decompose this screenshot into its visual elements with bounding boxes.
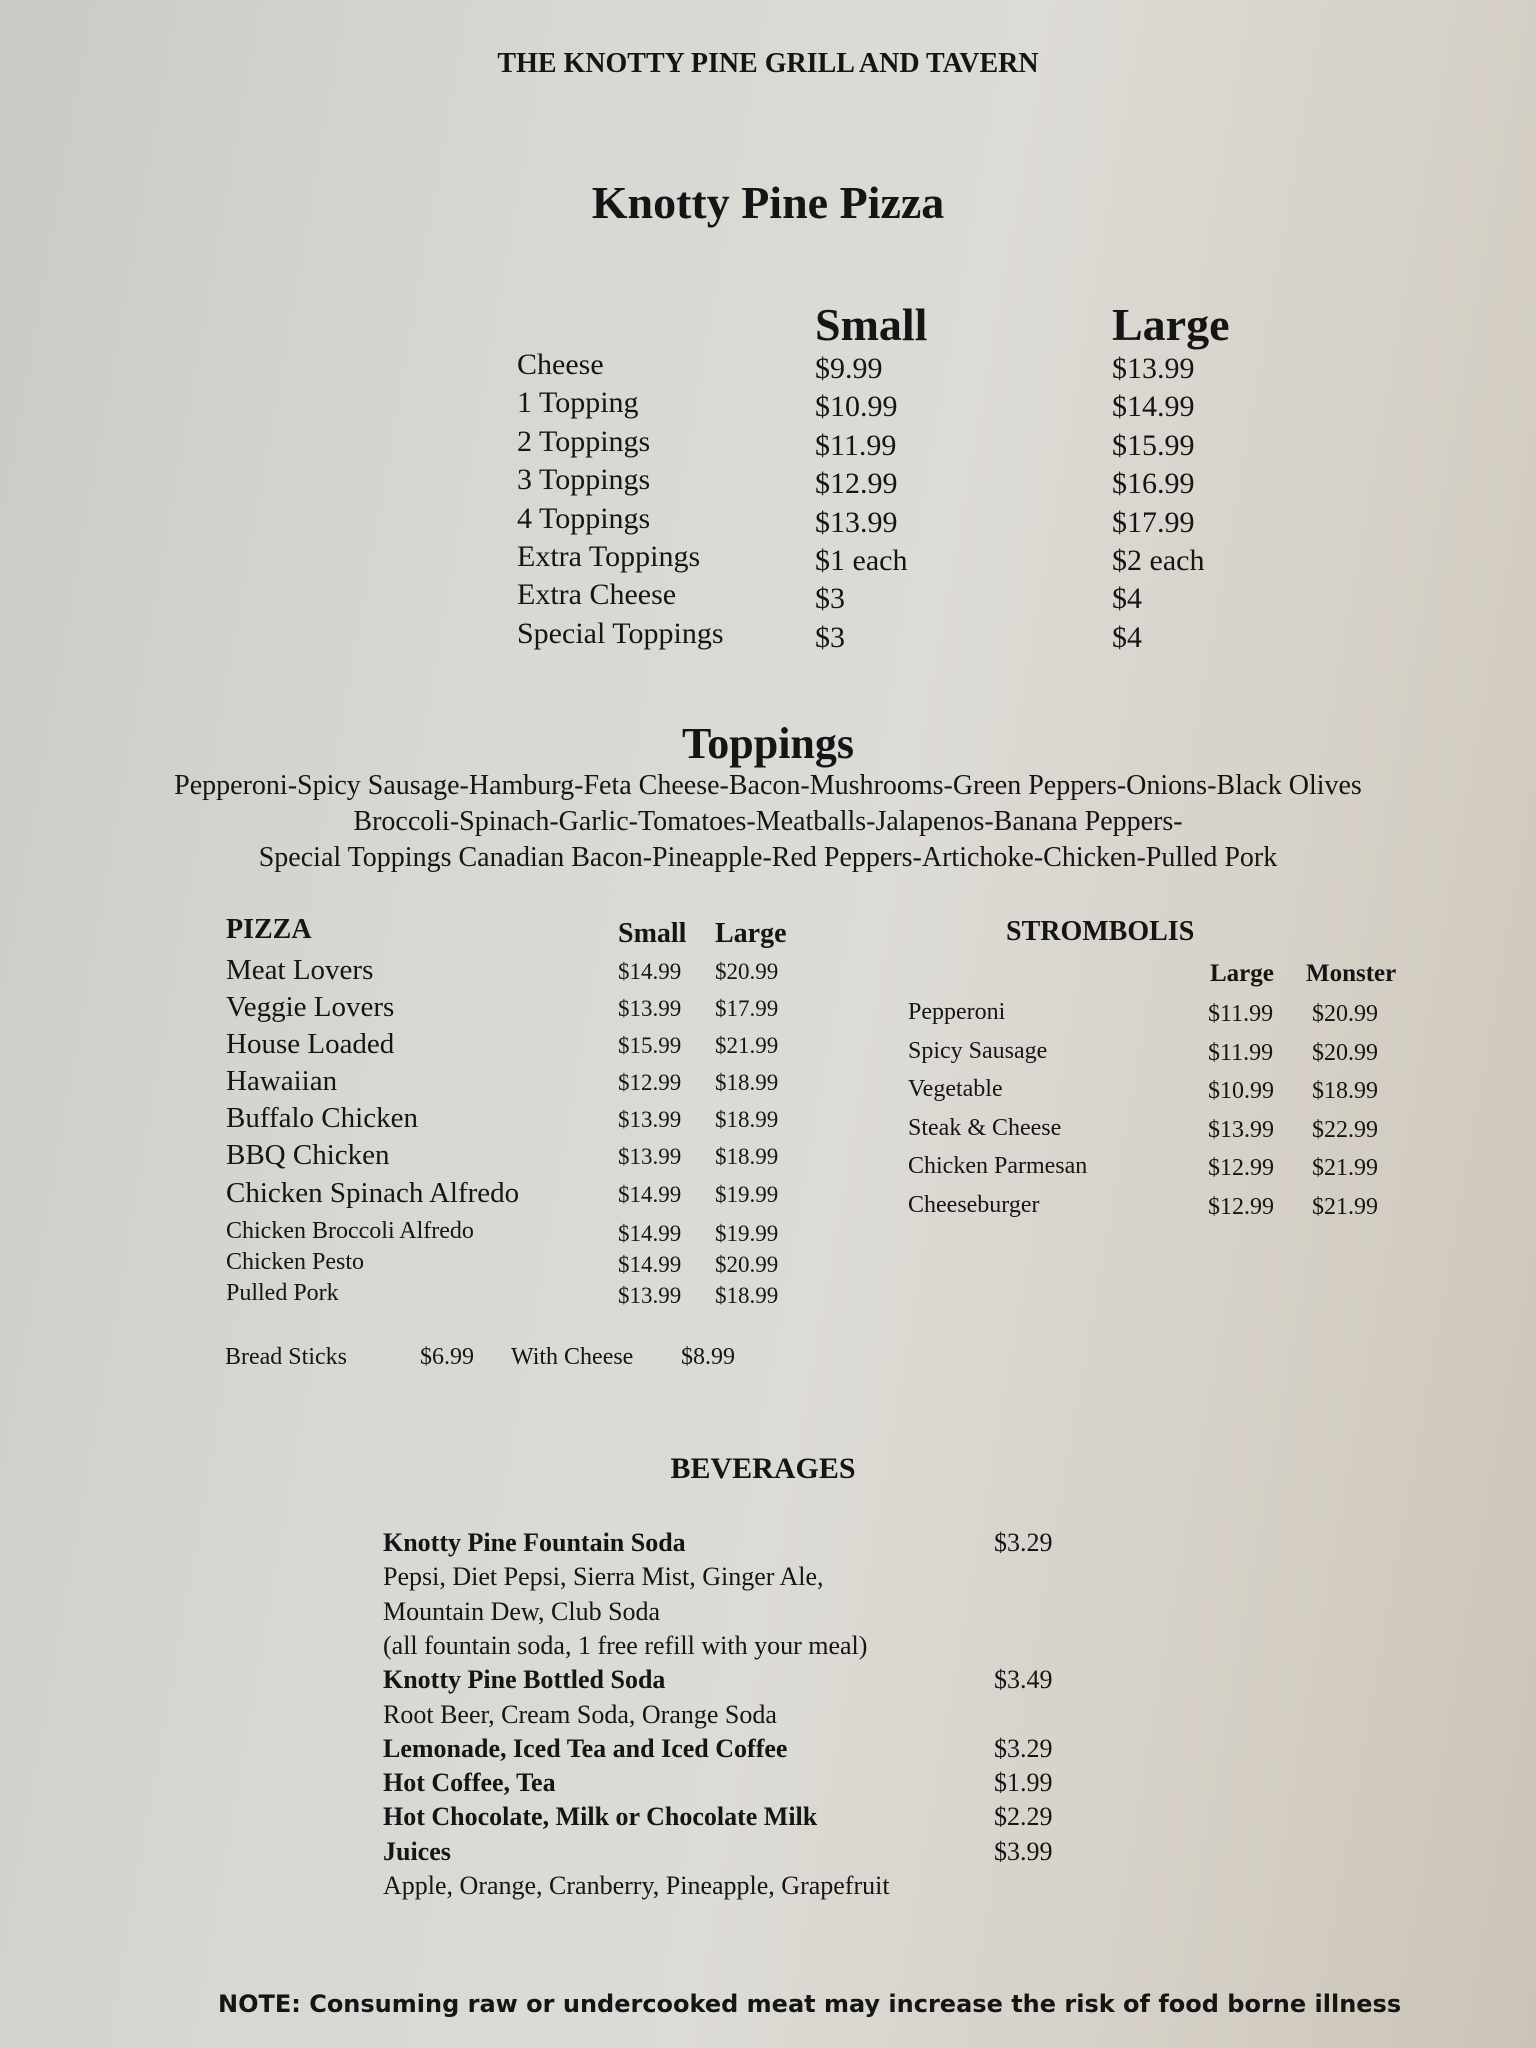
specialty-pizza-small-price: $15.99 — [618, 1033, 682, 1058]
beverage-item-detail: Mountain Dew, Club Soda — [383, 1596, 661, 1626]
pizza-row-large-price: $2 each — [1112, 544, 1205, 577]
stromboli-name: Spicy Sausage — [908, 1037, 1048, 1064]
beverage-item-detail: Apple, Orange, Cranberry, Pineapple, Grapefruit — [383, 1871, 890, 1900]
pizza-row-small-price: $10.99 — [815, 390, 898, 424]
restaurant-name: THE KNOTTY PINE GRILL AND TAVERN — [497, 48, 1039, 79]
stromboli-monster-price: $20.99 — [1312, 1001, 1378, 1027]
specialty-pizza-small-price: $14.99 — [618, 1221, 682, 1246]
stromboli-monster-price: $20.99 — [1312, 1039, 1378, 1066]
beverage-item-price: $3.99 — [994, 1836, 1053, 1866]
pizza-header-small: Small — [815, 299, 928, 350]
pizza-row-item: 4 Toppings — [517, 501, 651, 535]
beverage-item-detail: Root Beer, Cream Soda, Orange Soda — [383, 1699, 777, 1729]
beverage-item-detail: Pepsi, Diet Pepsi, Sierra Mist, Ginger Ale, — [383, 1562, 824, 1592]
specialty-pizza-large-price: $18.99 — [715, 1070, 779, 1095]
specialty-pizza-large-price: $17.99 — [715, 996, 779, 1021]
specialty-pizza-name: Pulled Pork — [226, 1280, 339, 1306]
beverage-item-price: $3.29 — [994, 1528, 1053, 1557]
pizza-row-large-price: $4 — [1112, 582, 1142, 616]
specialty-pizza-name: Chicken Broccoli Alfredo — [226, 1218, 474, 1244]
bread-sticks-label: Bread Sticks — [225, 1344, 347, 1370]
strombolis-header-large: Large — [1210, 960, 1274, 987]
toppings-title: Toppings — [681, 719, 855, 768]
specialty-pizza-name: House Loaded — [226, 1028, 395, 1060]
pizza-row-large-price: $16.99 — [1112, 467, 1195, 501]
stromboli-monster-price: $21.99 — [1312, 1194, 1378, 1220]
specialty-pizza-small-price: $13.99 — [618, 1144, 682, 1169]
pizza-row-item: Extra Cheese — [517, 578, 677, 612]
pizza-row-item: 2 Toppings — [517, 424, 651, 458]
pizza-row-large-price: $15.99 — [1112, 428, 1195, 462]
stromboli-name: Steak & Cheese — [908, 1114, 1062, 1141]
pizza-section-title: Knotty Pine Pizza — [591, 177, 945, 228]
stromboli-monster-price: $18.99 — [1312, 1078, 1378, 1105]
pizza-row-large-price: $4 — [1112, 620, 1142, 654]
specialty-pizza-small-price: $14.99 — [618, 959, 682, 984]
specialty-pizza-name: Chicken Spinach Alfredo — [226, 1177, 520, 1209]
specialty-pizza-large-price: $18.99 — [715, 1283, 779, 1308]
beverage-item-name: Hot Chocolate, Milk or Chocolate Milk — [383, 1802, 818, 1832]
stromboli-name: Pepperoni — [908, 999, 1006, 1025]
beverage-item-detail: (all fountain soda, 1 free refill with your meal) — [383, 1630, 868, 1660]
beverages-title: BEVERAGES — [670, 1452, 856, 1485]
food-safety-note: NOTE: Consuming raw or undercooked meat may increase the risk of food borne illness — [218, 1990, 1402, 2018]
pizza-row-item: Extra Toppings — [517, 540, 701, 573]
stromboli-monster-price: $21.99 — [1312, 1155, 1378, 1182]
pizza-row-small-price: $13.99 — [815, 505, 898, 539]
toppings-line: Broccoli-Spinach-Garlic-Tomatoes-Meatballs-Jalapenos-Banana Peppers- — [353, 806, 1183, 837]
stromboli-monster-price: $22.99 — [1312, 1116, 1378, 1143]
specialty-pizza-name: Buffalo Chicken — [226, 1102, 418, 1134]
stromboli-large-price: $11.99 — [1208, 1001, 1274, 1027]
beverage-item-name: Hot Coffee, Tea — [383, 1768, 556, 1798]
stromboli-large-price: $12.99 — [1208, 1155, 1274, 1182]
beverage-item-price: $3.29 — [994, 1733, 1053, 1763]
specialty-pizza-large-price: $21.99 — [715, 1033, 779, 1058]
pizza-row-small-price: $3 — [815, 582, 845, 616]
stromboli-large-price: $13.99 — [1208, 1116, 1274, 1143]
pizza-row-small-price: $11.99 — [815, 428, 897, 462]
stromboli-large-price: $12.99 — [1208, 1194, 1274, 1220]
pizza-row-item: Cheese — [517, 348, 604, 381]
strombolis-header-monster: Monster — [1306, 960, 1397, 987]
specialty-pizza-small-price: $13.99 — [618, 996, 682, 1021]
bread-sticks-price: $6.99 — [420, 1344, 474, 1370]
pizza-row-item: Special Toppings — [517, 616, 724, 650]
strombolis-title: STROMBOLIS — [1006, 916, 1195, 947]
pizza-row-small-price: $9.99 — [815, 352, 883, 385]
pizza-header-large: Large — [1112, 299, 1230, 350]
toppings-line: Special Toppings Canadian Bacon-Pineapple-Red Peppers-Artichoke-Chicken-Pulled Pork — [258, 842, 1278, 873]
specialty-pizza-large-price: $18.99 — [715, 1144, 779, 1169]
specialty-pizza-small-price: $12.99 — [618, 1070, 682, 1095]
beverage-item-name: Juices — [383, 1836, 451, 1866]
specialty-header-large: Large — [715, 918, 787, 949]
specialty-pizza-name: BBQ Chicken — [226, 1139, 390, 1171]
stromboli-name: Vegetable — [908, 1076, 1003, 1103]
stromboli-large-price: $11.99 — [1208, 1039, 1274, 1066]
specialty-pizza-name: Hawaiian — [226, 1065, 338, 1097]
pizza-row-large-price: $14.99 — [1112, 390, 1195, 424]
specialty-pizza-large-price: $19.99 — [715, 1221, 779, 1246]
beverage-item-name: Knotty Pine Bottled Soda — [383, 1665, 666, 1695]
specialty-pizza-name: Meat Lovers — [226, 954, 374, 986]
pizza-row-small-price: $3 — [815, 620, 845, 654]
pizza-row-large-price: $13.99 — [1112, 352, 1195, 385]
beverage-item-name: Lemonade, Iced Tea and Iced Coffee — [383, 1733, 788, 1763]
specialty-header-small: Small — [618, 918, 687, 949]
stromboli-large-price: $10.99 — [1208, 1078, 1274, 1105]
bread-sticks-cheese-label: With Cheese — [511, 1344, 634, 1370]
specialty-pizza-title: PIZZA — [226, 914, 312, 945]
pizza-row-small-price: $1 each — [815, 544, 908, 577]
pizza-row-large-price: $17.99 — [1112, 505, 1195, 539]
bread-sticks-cheese-price: $8.99 — [681, 1344, 735, 1370]
beverage-item-price: $1.99 — [994, 1768, 1053, 1798]
specialty-pizza-small-price: $14.99 — [618, 1252, 682, 1277]
beverage-item-price: $2.29 — [994, 1802, 1053, 1832]
beverage-item-name: Knotty Pine Fountain Soda — [383, 1528, 686, 1557]
toppings-line: Pepperoni-Spicy Sausage-Hamburg-Feta Cheese-Bacon-Mushrooms-Green Peppers-Onions-Black Olives — [174, 770, 1362, 801]
pizza-row-item: 1 Topping — [517, 386, 639, 420]
pizza-row-item: 3 Toppings — [517, 463, 651, 497]
specialty-pizza-small-price: $13.99 — [618, 1107, 682, 1132]
pizza-row-small-price: $12.99 — [815, 467, 898, 501]
specialty-pizza-large-price: $18.99 — [715, 1107, 779, 1132]
specialty-pizza-small-price: $14.99 — [618, 1182, 682, 1207]
specialty-pizza-name: Veggie Lovers — [226, 991, 395, 1023]
specialty-pizza-small-price: $13.99 — [618, 1283, 682, 1308]
specialty-pizza-large-price: $19.99 — [715, 1182, 779, 1207]
specialty-pizza-name: Chicken Pesto — [226, 1249, 364, 1275]
stromboli-name: Chicken Parmesan — [908, 1153, 1088, 1180]
specialty-pizza-large-price: $20.99 — [715, 1252, 779, 1277]
beverage-item-price: $3.49 — [994, 1665, 1053, 1695]
stromboli-name: Cheeseburger — [908, 1192, 1040, 1218]
specialty-pizza-large-price: $20.99 — [715, 959, 779, 984]
